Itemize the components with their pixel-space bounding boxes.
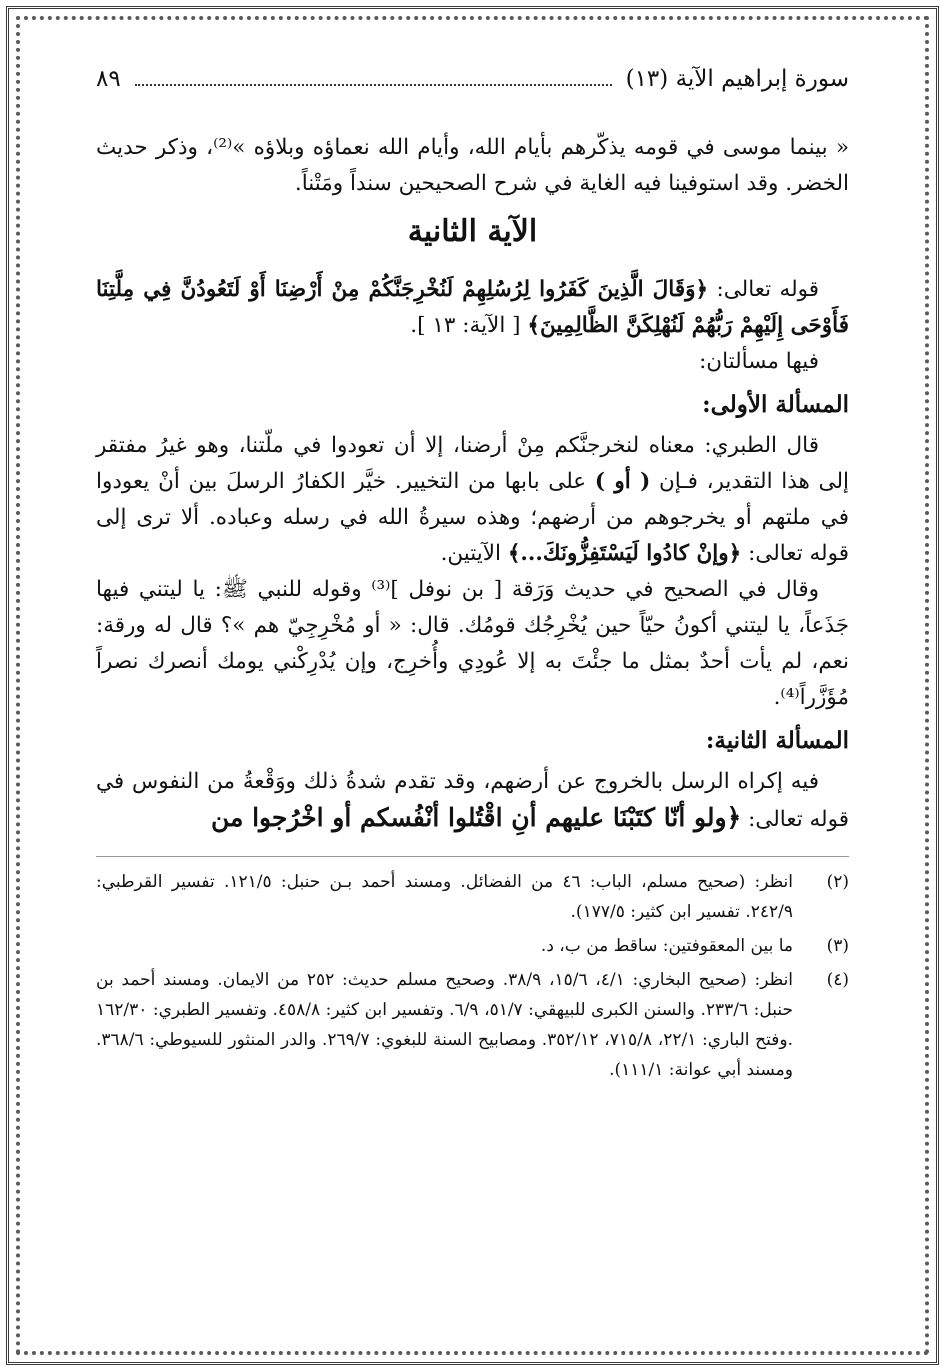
footnote-separator: [96, 856, 849, 857]
verse-lead: قوله تعالى:: [716, 277, 820, 302]
issues-count: فيها مسألتان:: [699, 349, 819, 374]
intro-paragraph: « بينما موسى في قومه يذكّرهم بأيام الله، وأيام الله نعماؤه وبلاؤه »⁽²⁾، وذكر حديث الخضر. وقد استوفينا فيه الغاية في شرح الصحيحين سنداً ومَتْناً.: [96, 135, 849, 196]
footnote: [96, 965, 849, 1085]
verse-quran-text: ﴿وَقَالَ الَّذِينَ كَفَرُوا لِرُسُلِهِمْ لَنُخْرِجَنَّكُمْ مِنْ أَرْضِنَا أَوْ لَتَعُودُنَّ فِي مِلَّتِنَا فَأَوْحَى إِلَيْهِمْ رَبُّهُمْ لَنُهْلِكَنَّ الظَّالِمِينَ﴾: [96, 277, 849, 338]
page-number: ٨٩: [96, 66, 121, 92]
footnote-text: انظر: (صحيح مسلم، الباب: ٤٦ من الفضائل. ومسند أحمد بـن حنبل: ١٢١/٥. تفسير القرطبي: ٢٤٢/٩. تفسير ابن كثير: ١٧٧/٥).: [96, 872, 793, 922]
issue2-heading: المسألة الثانية:: [705, 727, 849, 754]
header-title: سورة إبراهيم الآية (١٣): [625, 66, 849, 92]
section-title: الآية الثانية: [407, 214, 538, 249]
footnote-number: (٤): [826, 970, 849, 990]
issue2-paragraph: [96, 764, 849, 838]
footnote-text: انظر: (صحيح البخاري: ٤/١، ١٥/٦، ٣٨/٩. وصحيح مسلم حديث: ٢٥٢ من الايمان. ومسند أحمد بن حنبل: ٢٣٣/٦. والسنن الكبرى للبيهقي: ٥١/٧، ٦/٩. وتفسير ابن كثير: ٤٥٨/٨. وتفسير الطبري: ١٦٢/٣٠ .وفتح الباري: ٢٢/١، ٧١٥/٨، ٣٥٢/١٢. ومصابيح السنة للبغوي: ٢٦٩/٧. والدر المنثور للسيوطي: ٣٦٨/٦. ومسند أبي عوانة: ١١١/١).: [96, 970, 794, 1080]
verse-paragraph: [96, 272, 849, 344]
issue1-bold-aw: ( أو ): [594, 469, 651, 494]
issue1-heading: المسألة الأولى:: [702, 391, 849, 418]
page-content: [96, 58, 849, 1311]
issue1-paragraph1: [96, 428, 849, 572]
footnote-number: (٣): [826, 936, 849, 956]
running-header: [96, 58, 849, 100]
issue1-paragraph2: وقال في الصحيح في حديث وَرَقة [ بن نوفل ]⁽³⁾ وقوله للنبي ﷺ: يا ليتني فيها جَذَعاً، يا ليتني أكونُ حيّاً حين يُخْرِجُك قومُك. قال: « أو مُخْرِجِيّ هم »؟ قال له ورقة: نعم، لم يأت أحدٌ بمثل ما جئْتَ به إلا عُودِي وأُخرِج، وإن يُدْرِكْني يومك أنصرك نصراً مُؤَزَّراً⁽⁴⁾.: [96, 577, 849, 710]
issue1-text-a: قال الطبري: معناه لنخرجنَّكم مِنْ أرضنا، إلا أن تعودوا في ملّتنا، وهو غيرُ مفتقر إلى هذا التقدير، فـإن: [96, 433, 849, 494]
issue2-text: فيه إكراه الرسل بالخروج عن أرضهم، وقد تقدم شدةُ ذلك ووَقْعةُ من النفوس في قوله تعالى:: [96, 769, 849, 832]
issue1-text-c: الآيتين.: [440, 541, 501, 566]
header-dot-leader: [135, 72, 612, 86]
issue2-quran: ﴿ولو أنّا كتَبْنَا عليهم أنِ اقْتُلوا أنْفُسكم أو اخْرُجوا من: [210, 803, 742, 832]
verse-reference: [ الآية: ١٣ ].: [410, 313, 521, 338]
issue1-text-b: على بابها من التخيير. خيَّر الكفارُ الرسلَ بين أنْ يعودوا في ملتهم أو يخرجوهم من أرضهم؛ وهذه سيرةُ الله في رسله وعباده. ألا ترى إلى قوله تعالى:: [96, 469, 849, 566]
footnote-text: ما بين المعقوفتين: ساقط من ب، د.: [540, 936, 793, 956]
footnote: [96, 867, 849, 927]
issue1-quran: ﴿وإنْ كادُوا لَيَسْتَفِزُّونَكَ...﴾: [507, 541, 742, 566]
footnote: [96, 931, 849, 961]
footnote-number: (٢): [826, 872, 849, 892]
